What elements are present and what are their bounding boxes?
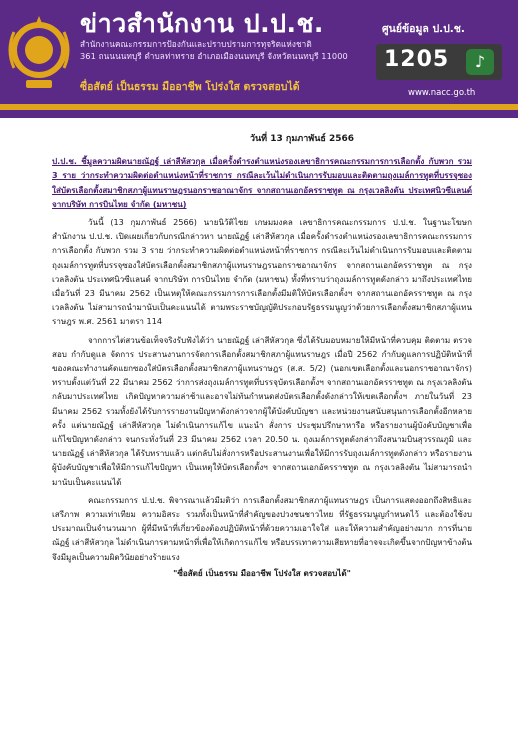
paragraph: วันนี้ (13 กุมภาพันธ์ 2566) นายนิวัติไชย เกษมมงคล เลขาธิการคณะกรรมการ ป.ป.ช. ในฐานะโฆษกสำนักงาน ป.ป.ช. เปิดเผยเกี่ยวกับกรณีกล่าวหา นายณัฏฐ์ เล่าสีหัสวกุล เมื่อครั้งดำรงตำแหน่งรองเลขาธิการคณะกรรมการการเลือกตั้ง กับพวก รวม 3 ราย ว่ากระทำความผิดต่อตำแหน่งหน้าที่ราชการ กรณีละเว้นไม่ดำเนินการรับมอบและติดตามถุงเมล์การทูตที่บรรจุซองใส่บัตรเลือกตั้งสมาชิกสภาผู้แทนราษฎรนอกราชอาณาจักร จากสถานเอกอัครราชทูต ณ กรุงเวลลิงตัน ประเทศนิวซีแลนด์ จากบริษัท การบินไทย จำกัด (มหาชน) ทั้งที่ทราบว่าถุงเมล์การทูตดังกล่าว มาถึงประเทศไทย เมื่อวันที่ 23 มีนาคม 2562 เป็นเหตุให้คณะกรรมการการเลือกตั้งมีมติให้บัตรเลือกตั้งฯ จากสถานเอกอัครราชทูต ณ กรุงเวลลิงตัน ไม่สามารถนำมานับเป็นคะแนนได้ ตามพระราชบัญญัติประกอบรัฐธรรมนูญว่าด้วยการเลือกตั้งสมาชิกสภาผู้แทนราษฎร พ.ศ. 2561 มาตรา 114 xyxy=(52,217,472,327)
hotline-number: 1205 xyxy=(384,47,450,72)
phone-badge-icon: ♪ xyxy=(466,49,494,75)
masthead-title: ข่าวสำนักงาน ป.ป.ช. xyxy=(80,9,324,38)
release-date: วันที่ 13 กุมภาพันธ์ 2566 xyxy=(249,134,355,144)
hotline-box xyxy=(376,44,502,80)
press-release-body xyxy=(52,124,472,580)
closing-motto: "ซื่อสัตย์ เป็นธรรม มืออาชีพ โปร่งใส ตรวจสอบได้" xyxy=(173,567,351,578)
org-address: 361 ถนนนนทบุรี ตำบลท่าทราย อำเภอเมืองนนทบุรี จังหวัดนนทบุรี 11000 xyxy=(80,51,348,61)
website-link[interactable]: www.nacc.go.th xyxy=(408,88,476,98)
nacc-emblem-icon xyxy=(6,10,72,96)
headline: ป.ป.ช. ชี้มูลความผิดนายณัฏฐ์ เล่าสีหัสวกุล เมื่อครั้งดำรงตำแหน่งรองเลขาธิการคณะกรรมการการเลือกตั้ง กับพวก รวม 3 ราย ว่ากระทำความผิดต่อตำแหน่งหน้าที่ราชการ กรณีละเว้นไม่ดำเนินการรับมอบและติดตามถุงเมล์การทูตที่บรรจุซองใส่บัตรเลือกตั้งสมาชิกสภาผู้แทนราษฎรนอกราชอาณาจักร จากสถานเอกอัครราชทูต ณ กรุงเวลลิงตัน ประเทศนิวซีแลนด์ จากบริษัท การบินไทย จำกัด (มหาชน) xyxy=(52,156,472,209)
paragraph: จากการไต่สวนข้อเท็จจริงรับฟังได้ว่า นายณัฏฐ์ เล่าสีหัสวกุล ซึ่งได้รับมอบหมายให้มีหน้าที่ควบคุม ติดตาม ตรวจสอบ กำกับดูแล จัดการ ประสานงานการจัดการเลือกตั้งสมาชิกสภาผู้แทนราษฎร เมื่อปี 2562 กำกับดูแลการปฏิบัติหน้าที่ของคณะทำงานคัดแยกซองใส่บัตรเลือกตั้งสมาชิกสภาผู้แทนราษฎร (ส.ส. 5/2) (นอกเขตเลือกตั้งและนอกราชอาณาจักร) ทราบตั้งแต่วันที่ 22 มีนาคม 2562 ว่าการส่งถุงเมล์การทูตที่บรรจุบัตรเลือกตั้งฯ จากสถานเอกอัครราชทูต ณ กรุงเวลลิงตัน กลับมาประเทศไทย เกิดปัญหาความล่าช้าและอาจไม่ทันกำหนดส่งบัตรเลือกตั้งดังกล่าวให้เขตเลือกตั้งฯ ภายในวันที่ 23 มีนาคม 2562 รวมทั้งยังได้รับการรายงานปัญหาดังกล่าวจากผู้ใต้บังคับบัญชา และหน่วยงานสนับสนุนการเลือกตั้งอีกหลายครั้ง แต่นายณัฏฐ์ เล่าสีหัสวกุล ไม่ดำเนินการแก้ไข แนะนำ สั่งการ ประชุมปรึกษาหารือ หรือรายงานผู้บังคับบัญชาเพื่อแก้ไขปัญหาดังกล่าว จนกระทั่งวันที่ 23 มีนาคม 2562 เวลา 20.50 น. ถุงเมล์การทูตดังกล่าวถึงสนามบินสุวรรณภูมิ และนายณัฏฐ์ เล่าสีหัสวกุล ได้รับทราบแล้ว แต่กลับไม่สั่งการหรือประสานงานเพื่อให้มีการรับถุงเมล์การทูตดังกล่าว หรือรายงานผู้บังคับบัญชาเพื่อให้มีการแก้ไขปัญหา เป็นเหตุให้บัตรเลือกตั้งฯ จากสถานเอกอัครราชทูต ณ กรุงเวลลิงตัน ไม่สามารถนำมานับเป็นคะแนนได้ xyxy=(52,334,472,487)
info-center-label: ศูนย์ข้อมูล ป.ป.ช. xyxy=(382,23,465,35)
paragraph: คณะกรรมการ ป.ป.ช. พิจารณาแล้วมีมติว่า การเลือกตั้งสมาชิกสภาผู้แทนราษฎร เป็นการแสดงออกถึงสิทธิและเสรีภาพ ความเท่าเทียม ความอิสระ รวมทั้งเป็นหน้าที่สำคัญของปวงชนชาวไทย ที่รัฐธรรมนูญกำหนดไว้ และต้องใช้งบประมาณเป็นจำนวนมาก ผู้ที่มีหน้าที่เกี่ยวข้องต้องปฏิบัติหน้าที่ด้วยความเอาใจใส่ และให้ความสำคัญอย่างมาก การที่นายณัฏฐ์ เล่าสีหัสวกุล ไม่ดำเนินการตามหน้าที่เพื่อให้เกิดการแก้ไข หรือบรรเทาความเสียหายที่อาจจะเกิดขึ้นจากปัญหาข้างต้น จึงมีมูลเป็นความผิดวินัยอย่างร้ายแรง xyxy=(52,494,472,562)
masthead xyxy=(0,0,518,118)
org-name: สำนักงานคณะกรรมการป้องกันและปราบปรามการทุจริตแห่งชาติ xyxy=(80,39,312,49)
header-divider xyxy=(0,104,518,110)
masthead-motto: ซื่อสัตย์ เป็นธรรม มืออาชีพ โปร่งใส ตรวจสอบได้ xyxy=(80,81,300,93)
